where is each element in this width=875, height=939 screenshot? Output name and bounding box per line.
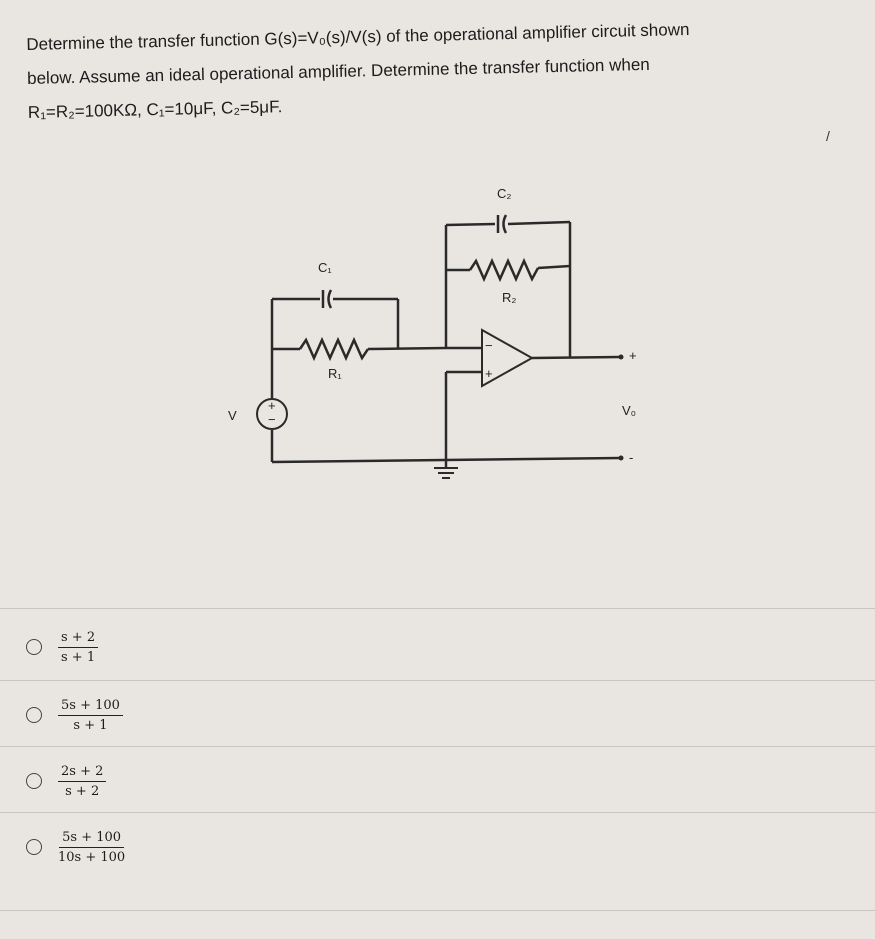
op-amp-plus-sign: + <box>485 366 493 381</box>
answer-option-2[interactable] <box>26 690 123 740</box>
resistor-r2 <box>470 261 538 279</box>
option-fraction <box>58 764 106 799</box>
radio-button[interactable] <box>26 639 42 655</box>
label-v: V <box>228 408 237 423</box>
option-numerator: s + 2 <box>58 630 98 648</box>
answer-option-1[interactable] <box>26 622 98 672</box>
label-c2: C₂ <box>497 186 512 201</box>
option-fraction <box>58 698 123 733</box>
option-denominator: 10s + 100 <box>58 849 126 865</box>
divider <box>0 812 875 813</box>
option-fraction <box>58 830 125 865</box>
wire-r2-right <box>538 266 570 268</box>
wire-r1-right <box>368 348 446 349</box>
label-vo-plus: + <box>629 348 637 363</box>
wire-c2-right <box>508 222 570 224</box>
divider <box>0 910 875 911</box>
answer-option-3[interactable] <box>26 756 106 806</box>
label-c1: C₁ <box>318 260 332 275</box>
op-amp-minus-sign: − <box>485 338 493 353</box>
option-denominator: s + 2 <box>65 783 100 799</box>
cursor-mark-icon: / <box>826 128 830 144</box>
output-terminal-plus <box>619 355 624 360</box>
label-vo-minus: - <box>629 450 634 465</box>
radio-button[interactable] <box>26 773 42 789</box>
capacitor-c1-plate-2 <box>329 290 332 308</box>
option-denominator: s + 1 <box>61 649 96 665</box>
output-terminal-minus <box>619 456 624 461</box>
answer-option-4[interactable] <box>26 822 125 872</box>
wire-output <box>532 357 620 358</box>
source-minus-sign: − <box>268 412 276 427</box>
divider <box>0 608 875 609</box>
resistor-r1 <box>300 340 368 358</box>
question-line-2: below. Assume an ideal operational amplifier. Determine the transfer function when <box>26 54 650 88</box>
option-numerator: 5s + 100 <box>59 830 124 848</box>
source-plus-sign: + <box>268 398 276 413</box>
label-r2: R₂ <box>502 290 517 305</box>
question-line-3: R₁=R₂=100KΩ, C₁=10μF, C₂=5μF. <box>27 97 283 122</box>
label-vo: V₀ <box>622 403 637 418</box>
divider <box>0 680 875 681</box>
wire-c2-left <box>446 224 495 225</box>
divider <box>0 746 875 747</box>
option-numerator: 5s + 100 <box>58 698 123 716</box>
option-denominator: s + 1 <box>73 717 108 733</box>
radio-button[interactable] <box>26 707 42 723</box>
option-numerator: 2s + 2 <box>58 764 106 782</box>
label-r1: R₁ <box>328 366 342 381</box>
capacitor-c2-plate-2 <box>504 215 507 233</box>
radio-button[interactable] <box>26 839 42 855</box>
option-fraction <box>58 630 98 665</box>
question-line-1: Determine the transfer function G(s)=V₀(s)/V(s) of the operational amplifier circuit shown <box>26 19 690 54</box>
